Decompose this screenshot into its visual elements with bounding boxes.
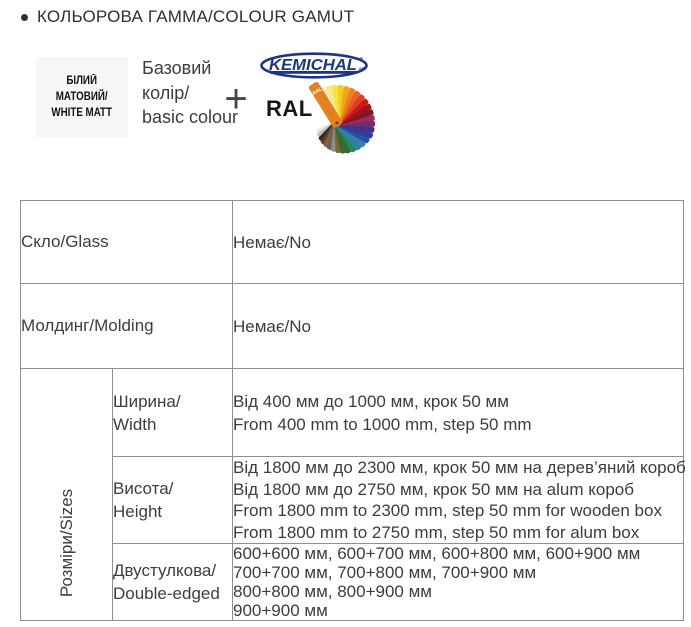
- table-row: [21, 544, 684, 621]
- row-label-height: [113, 457, 233, 544]
- plus-sign: +: [224, 77, 248, 121]
- table-row: [21, 284, 684, 369]
- svg-text:RAL: RAL: [311, 86, 324, 97]
- value-line: 800+800 мм, 800+900 мм: [233, 582, 432, 601]
- table-row: [21, 201, 684, 284]
- value-line: Від 400 мм до 1000 мм, крок 50 мм: [233, 391, 509, 411]
- label-line-en: Double-edged: [113, 584, 220, 603]
- bullet-icon: [21, 14, 28, 21]
- value-line: Немає/No: [233, 232, 312, 252]
- value-line: 700+700 мм, 700+800 мм, 700+900 мм: [233, 563, 537, 582]
- row-value-glass: [233, 201, 684, 284]
- sizes-vertical-label: Розміри/Sizes: [56, 488, 76, 597]
- kemichal-suffix: srl: [359, 66, 365, 71]
- white-matt-label: [52, 73, 113, 121]
- row-value-double-edged: [233, 544, 684, 621]
- white-matt-line: WHITE MATT: [51, 107, 113, 119]
- sizes-group-cell: [21, 369, 113, 621]
- label-line-uk: Висота/: [113, 479, 174, 498]
- white-matt-line: МАТОВИЙ/: [56, 91, 108, 103]
- table-row: [21, 457, 684, 544]
- row-label-width: [113, 369, 233, 457]
- value-line: From 1800 mm to 2750 mm, step 50 mm for alum box: [233, 522, 640, 542]
- row-label-double-edged: [113, 544, 233, 621]
- table-row: [21, 369, 684, 457]
- label-line-uk: Ширина/: [113, 391, 181, 411]
- page-title: КОЛЬОРОВА ГАММА/COLOUR GAMUT: [37, 7, 355, 26]
- basic-colour-line: Базовий: [142, 58, 212, 78]
- ral-fan-icon: [305, 77, 375, 155]
- white-matt-line: БІЛИЙ: [66, 75, 98, 87]
- kemichal-registered-mark: ®: [359, 57, 364, 63]
- value-line: Від 1800 мм до 2750 мм, крок 50 мм на alum короб: [233, 479, 634, 499]
- basic-colour-line: basic colour: [142, 107, 239, 127]
- row-value-width: [233, 369, 684, 457]
- label-line-uk: Двустулкова/: [113, 561, 217, 580]
- row-label-glass: Скло/Glass: [21, 201, 233, 284]
- label-line-en: Width: [113, 414, 157, 434]
- value-line: Немає/No: [233, 316, 312, 336]
- kemichal-wordmark: KEMICHAL: [269, 57, 357, 74]
- spec-table: [20, 200, 684, 621]
- section-heading: [21, 7, 354, 27]
- row-label-molding: Молдинг/Molding: [21, 284, 233, 369]
- ral-label: RAL: [266, 96, 313, 121]
- row-value-molding: [233, 284, 684, 369]
- value-line: 900+900 мм: [233, 601, 328, 620]
- label-line-en: Height: [113, 502, 163, 521]
- value-line: Від 1800 мм до 2300 мм, крок 50 мм на дерев’яний короб: [233, 458, 686, 477]
- value-line: 600+600 мм, 600+700 мм, 600+800 мм, 600+900 мм: [233, 544, 641, 563]
- white-matt-swatch: [36, 57, 128, 137]
- basic-colour-line: колір/: [142, 82, 190, 103]
- value-line: From 400 mm to 1000 mm, step 50 mm: [233, 414, 532, 434]
- kemichal-logo: [259, 52, 373, 80]
- row-value-height: [233, 457, 684, 544]
- value-line: From 1800 mm to 2300 mm, step 50 mm for wooden box: [233, 501, 662, 520]
